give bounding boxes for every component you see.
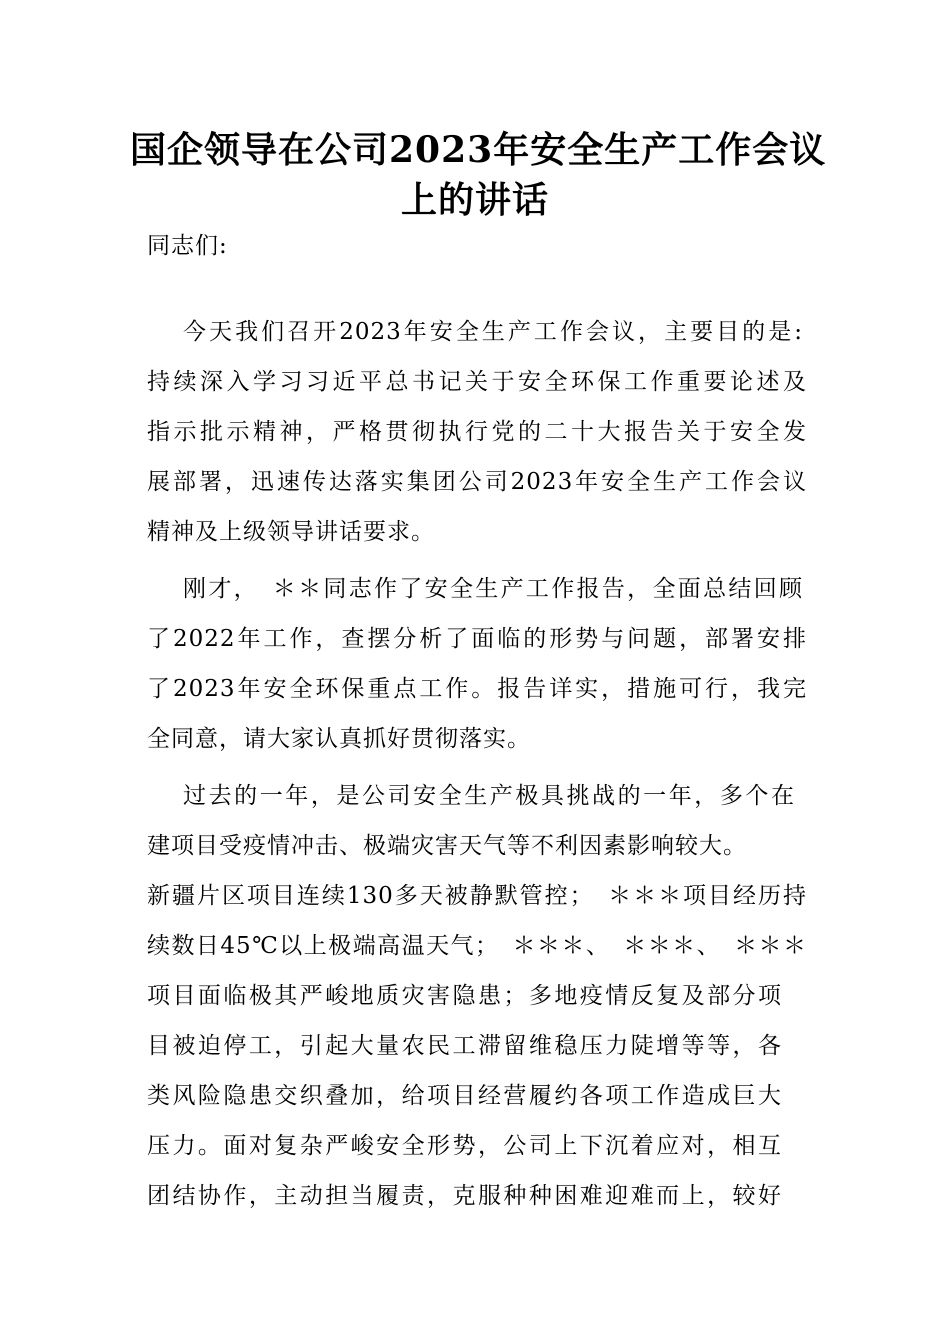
- paragraph-1-line-3: 指示批示精神，严格贯彻执行党的二十大报告关于安全发: [147, 419, 807, 445]
- paragraph-2-line-1: 刚才， ＊＊同志作了安全生产工作报告，全面总结回顾: [183, 576, 803, 602]
- paragraph-1-line-1: 今天我们召开2023年安全生产工作会议，主要目的是:: [183, 319, 803, 345]
- paragraph-3-line-3: 新疆片区项目连续130多天被静默管控； ＊＊＊项目经历持: [147, 883, 807, 909]
- paragraph-2-line-2: 了2022年工作，查摆分析了面临的形势与问题，部署安排: [147, 626, 807, 652]
- paragraph-3-line-2: 建项目受疫情冲击、极端灾害天气等不利因素影响较大。: [147, 833, 747, 859]
- paragraph-3-line-7: 类风险隐患交织叠加，给项目经营履约各项工作造成巨大: [147, 1083, 782, 1109]
- paragraph-1-line-4: 展部署，迅速传达落实集团公司2023年安全生产工作会议: [147, 469, 807, 495]
- paragraph-2-line-3: 了2023年安全环保重点工作。报告详实，措施可行，我完: [147, 676, 807, 702]
- paragraph-3-line-6: 目被迫停工，引起大量农民工滞留维稳压力陡增等等，各: [147, 1033, 782, 1059]
- document-title-line-2: 上的讲话: [400, 179, 549, 221]
- paragraph-2-line-4: 全同意，请大家认真抓好贯彻落实。: [147, 726, 531, 752]
- salutation: 同志们:: [147, 233, 228, 259]
- paragraph-1-line-5: 精神及上级领导讲话要求。: [147, 519, 435, 545]
- paragraph-3-line-5: 项目面临极其严峻地质灾害隐患；多地疫情反复及部分项: [147, 983, 782, 1009]
- paragraph-3-line-4: 续数日45℃以上极端高温天气； ＊＊＊、 ＊＊＊、 ＊＊＊: [147, 933, 807, 959]
- paragraph-3-line-1: 过去的一年，是公司安全生产极具挑战的一年，多个在: [183, 783, 795, 809]
- paragraph-3-line-9: 团结协作，主动担当履责，克服种种困难迎难而上，较好: [147, 1183, 782, 1209]
- document-title-line-1: 国企领导在公司2023年安全生产工作会议: [130, 129, 827, 171]
- paragraph-3-line-8: 压力。面对复杂严峻安全形势，公司上下沉着应对，相互: [147, 1133, 782, 1159]
- paragraph-1-line-2: 持续深入学习习近平总书记关于安全环保工作重要论述及: [147, 369, 807, 395]
